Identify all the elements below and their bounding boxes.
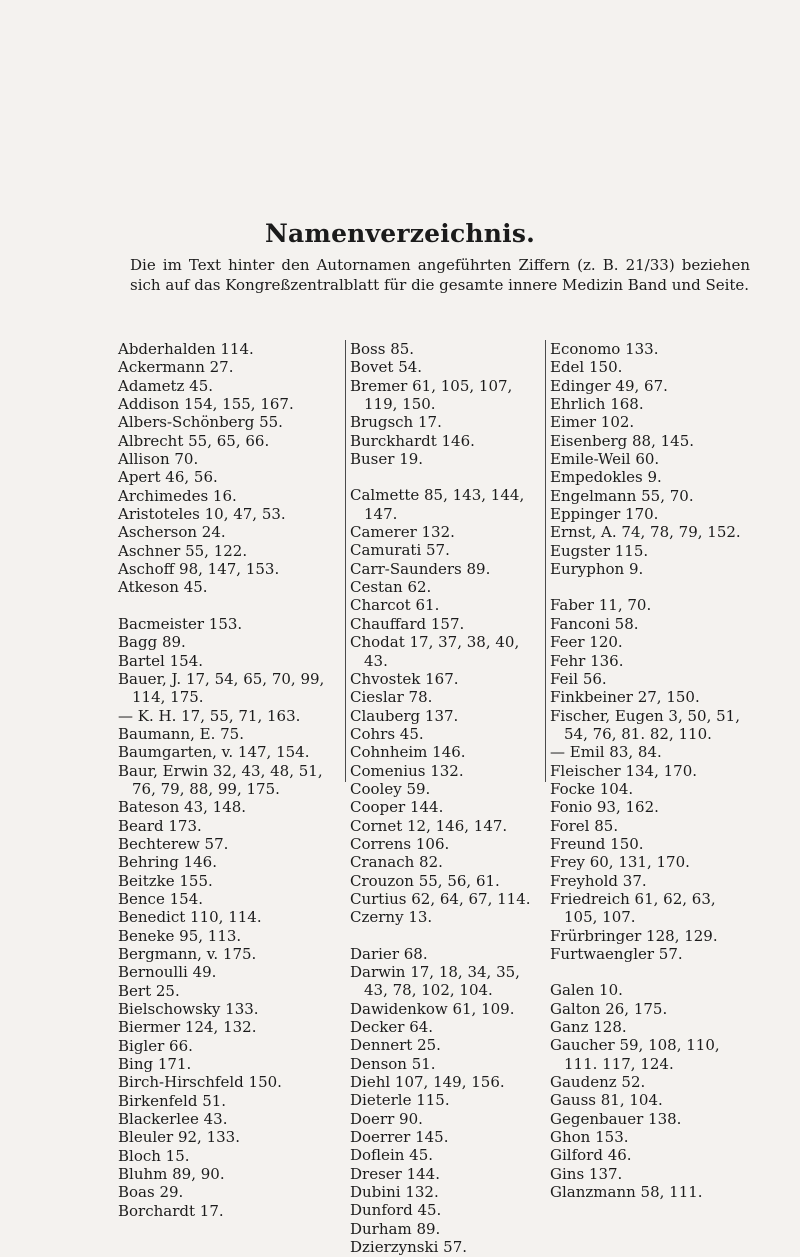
index-entry: Ghon 153. xyxy=(550,1128,629,1147)
index-entry: Bateson 43, 148. xyxy=(118,798,247,817)
index-entry: Fischer, Eugen 3, 50, 51, 54, 76, 81. 82, 110. xyxy=(550,706,740,743)
index-entry: Baumgarten, v. 147, 154. xyxy=(118,743,310,762)
index-entry: Bergmann, v. 175. xyxy=(118,945,257,963)
index-entry: Feil 56. xyxy=(550,669,607,688)
index-entry: Bing 171. xyxy=(118,1055,192,1074)
index-entry: Durham 89. xyxy=(350,1219,441,1238)
index-entry: Apert 46, 56. xyxy=(118,468,218,487)
index-entry: Emile-Weil 60. xyxy=(550,450,660,469)
index-entry: Faber 11, 70. xyxy=(550,596,652,615)
index-entry: Behring 146. xyxy=(118,853,217,872)
index-entry: Bartel 154. xyxy=(118,651,204,670)
index-entry: Bechterew 57. xyxy=(118,834,229,853)
index-entry: Bigler 66. xyxy=(118,1036,193,1055)
letter-group-gap xyxy=(550,578,750,596)
letter-group xyxy=(550,340,750,578)
index-entry: Camerer 132. xyxy=(350,523,455,542)
index-entry: Addison 154, 155, 167. xyxy=(118,395,294,414)
index-entry: Aschoff 98, 147, 153. xyxy=(118,560,280,579)
index-entry: Aschner 55, 122. xyxy=(118,541,248,560)
index-entry: Comenius 132. xyxy=(350,761,464,780)
index-entry: Birkenfeld 51. xyxy=(118,1091,227,1110)
index-entry: Czerny 13. xyxy=(350,908,433,927)
index-entry: Clauberg 137. xyxy=(350,706,459,725)
index-entry: Bielschowsky 133. xyxy=(118,1000,259,1019)
index-entry: Doflein 45. xyxy=(350,1146,434,1165)
index-entry: Bagg 89. xyxy=(118,633,186,652)
index-entry: Ehrlich 168. xyxy=(550,395,644,414)
index-entry: Beneke 95, 113. xyxy=(118,926,242,945)
index-entry: Gaudenz 52. xyxy=(550,1073,646,1092)
index-entry: Buser 19. xyxy=(350,450,424,469)
index-entry: Fehr 136. xyxy=(550,651,624,670)
index-entry: Bence 154. xyxy=(118,889,204,908)
index-entry: — K. H. 17, 55, 71, 163. xyxy=(118,706,301,725)
index-entry: Camurati 57. xyxy=(350,541,450,560)
index-entry: Ernst, A. 74, 78, 79, 152. xyxy=(550,523,741,542)
index-entry: Bloch 15. xyxy=(118,1146,190,1165)
index-entry: Burckhardt 146. xyxy=(350,431,475,450)
index-entry: Calmette 85, 143, 144, 147. xyxy=(350,486,525,523)
index-entry: Economo 133. xyxy=(550,340,659,358)
index-entry: Edinger 49, 67. xyxy=(550,376,668,395)
index-entry: Borchardt 17. xyxy=(118,1201,224,1220)
index-entry: Galton 26, 175. xyxy=(550,999,668,1018)
index-entry: Engelmann 55, 70. xyxy=(550,486,694,505)
index-entry: Galen 10. xyxy=(550,981,623,1000)
index-entry: Eisenberg 88, 145. xyxy=(550,431,695,450)
index-entry: Biermer 124, 132. xyxy=(118,1018,257,1037)
letter-group xyxy=(550,981,750,1201)
index-entry: Bleuler 92, 133. xyxy=(118,1128,240,1147)
index-entry: Fonio 93, 162. xyxy=(550,798,659,817)
index-entry: Aristoteles 10, 47, 53. xyxy=(118,505,286,524)
index-entry: Boas 29. xyxy=(118,1183,184,1202)
index-entry: Finkbeiner 27, 150. xyxy=(550,688,700,707)
index-column-1 xyxy=(118,340,340,1220)
intro-text: Die im Text hinter den Autornamen angeführten Ziffern (z. B. 21/33) beziehen sich auf das Kongreßzentralblatt für die gesamte innere Medizin Band und Seite. xyxy=(130,256,750,294)
index-entry: Bovet 54. xyxy=(350,358,423,377)
index-entry: Frey 60, 131, 170. xyxy=(550,853,690,872)
index-entry: Feer 120. xyxy=(550,633,623,652)
index-entry: Dieterle 115. xyxy=(350,1091,450,1110)
index-entry: Cooper 144. xyxy=(350,798,444,817)
index-entry: Ascherson 24. xyxy=(118,523,226,542)
index-entry: Curtius 62, 64, 67, 114. xyxy=(350,889,531,908)
index-entry: Charcot 61. xyxy=(350,596,440,615)
index-entry: — Emil 83, 84. xyxy=(550,743,662,762)
index-entry: Bauer, J. 17, 54, 65, 70, 99, 114, 175. xyxy=(118,669,325,707)
index-entry: Gegenbauer 138. xyxy=(550,1109,682,1128)
index-entry: Dennert 25. xyxy=(350,1036,441,1055)
page-title: Namenverzeichnis. xyxy=(264,219,536,248)
index-column-3 xyxy=(545,340,750,1202)
index-entry: Fleischer 134, 170. xyxy=(550,761,698,780)
index-entry: Beitzke 155. xyxy=(118,871,213,890)
index-entry: Beard 173. xyxy=(118,816,202,835)
letter-group xyxy=(118,340,340,597)
index-entry: Darier 68. xyxy=(350,944,428,963)
index-entry: Euryphon 9. xyxy=(550,560,644,579)
letter-group xyxy=(118,615,340,1220)
index-entry: Darwin 17, 18, 34, 35, 43, 78, 102, 104. xyxy=(350,963,520,1000)
index-entry: Cieslar 78. xyxy=(350,688,433,707)
index-entry: Denson 51. xyxy=(350,1054,436,1073)
index-entry: Bluhm 89, 90. xyxy=(118,1165,225,1184)
index-entry: Furtwaengler 57. xyxy=(550,945,683,963)
letter-group xyxy=(550,596,750,963)
letter-group-gap xyxy=(118,597,340,615)
index-entry: Cranach 82. xyxy=(350,853,443,872)
index-entry: Benedict 110, 114. xyxy=(118,908,262,927)
index-entry: Ackermann 27. xyxy=(118,358,234,377)
index-entry: Empedokles 9. xyxy=(550,468,662,487)
letter-group-gap xyxy=(350,927,545,945)
index-entry: Friedreich 61, 62, 63, 105, 107. xyxy=(550,889,716,927)
index-entry: Dawidenkow 61, 109. xyxy=(350,999,515,1018)
index-entry: Gauss 81, 104. xyxy=(550,1091,663,1110)
index-entry: Focke 104. xyxy=(550,779,634,798)
letter-group xyxy=(350,340,545,468)
index-entry: Cohrs 45. xyxy=(350,724,424,743)
index-entry: Doerrer 145. xyxy=(350,1128,449,1147)
index-entry: Chauffard 157. xyxy=(350,614,465,633)
index-entry: Cooley 59. xyxy=(350,779,431,798)
index-entry: Gaucher 59, 108, 110, 111. 117, 124. xyxy=(550,1036,720,1073)
index-entry: Dreser 144. xyxy=(350,1164,440,1183)
index-entry: Decker 64. xyxy=(350,1018,434,1037)
index-entry: Doerr 90. xyxy=(350,1109,423,1128)
index-entry: Bacmeister 153. xyxy=(118,614,243,633)
index-entry: Bernoulli 49. xyxy=(118,963,217,982)
index-entry: Cornet 12, 146, 147. xyxy=(350,816,508,835)
index-entry: Eimer 102. xyxy=(550,413,635,432)
index-entry: Carr-Saunders 89. xyxy=(350,559,491,578)
letter-group-gap xyxy=(350,468,545,486)
index-entry: Allison 70. xyxy=(118,450,199,469)
index-entry: Baur, Erwin 32, 43, 48, 51, 76, 79, 88, 99, 175. xyxy=(118,761,323,798)
index-entry: Fanconi 58. xyxy=(550,614,639,633)
index-entry: Edel 150. xyxy=(550,358,623,377)
index-entry: Birch-Hirschfeld 150. xyxy=(118,1073,282,1092)
letter-group xyxy=(350,945,545,1257)
index-entry: Ganz 128. xyxy=(550,1018,627,1037)
index-entry: Dzierzynski 57. xyxy=(350,1238,468,1257)
index-entry: Freyhold 37. xyxy=(550,871,647,890)
index-entry: Cestan 62. xyxy=(350,578,432,597)
index-entry: Eugster 115. xyxy=(550,541,649,560)
index-entry: Albrecht 55, 65, 66. xyxy=(118,431,270,450)
index-entry: Boss 85. xyxy=(350,340,415,358)
index-entry: Freund 150. xyxy=(550,834,644,853)
index-entry: Chodat 17, 37, 38, 40, 43. xyxy=(350,633,520,670)
index-entry: Crouzon 55, 56, 61. xyxy=(350,871,500,890)
index-entry: Dubini 132. xyxy=(350,1183,439,1202)
index-entry: Dunford 45. xyxy=(350,1201,442,1220)
index-entry: Diehl 107, 149, 156. xyxy=(350,1073,505,1092)
index-entry: Atkeson 45. xyxy=(118,578,208,597)
index-entry: Correns 106. xyxy=(350,834,450,853)
index-entry: Baumann, E. 75. xyxy=(118,724,244,743)
letter-group xyxy=(350,486,545,926)
index-entry: Albers-Schönberg 55. xyxy=(118,413,283,432)
index-entry: Bert 25. xyxy=(118,981,180,1000)
index-column-2 xyxy=(345,340,545,1257)
index-entry: Blackerlee 43. xyxy=(118,1110,228,1129)
index-entry: Eppinger 170. xyxy=(550,505,659,524)
index-entry: Gilford 46. xyxy=(550,1146,632,1165)
index-entry: Gins 137. xyxy=(550,1164,623,1183)
index-entry: Adametz 45. xyxy=(118,376,214,395)
index-entry: Frürbringer 128, 129. xyxy=(550,926,718,945)
letter-group-gap xyxy=(550,963,750,981)
index-entry: Cohnheim 146. xyxy=(350,743,466,762)
index-entry: Brugsch 17. xyxy=(350,413,442,432)
index-entry: Abderhalden 114. xyxy=(118,340,254,358)
index-entry: Forel 85. xyxy=(550,816,619,835)
index-entry: Archimedes 16. xyxy=(118,486,237,505)
index-entry: Glanzmann 58, 111. xyxy=(550,1183,703,1202)
index-entry: Chvostek 167. xyxy=(350,669,459,688)
index-entry: Bremer 61, 105, 107, 119, 150. xyxy=(350,376,513,414)
